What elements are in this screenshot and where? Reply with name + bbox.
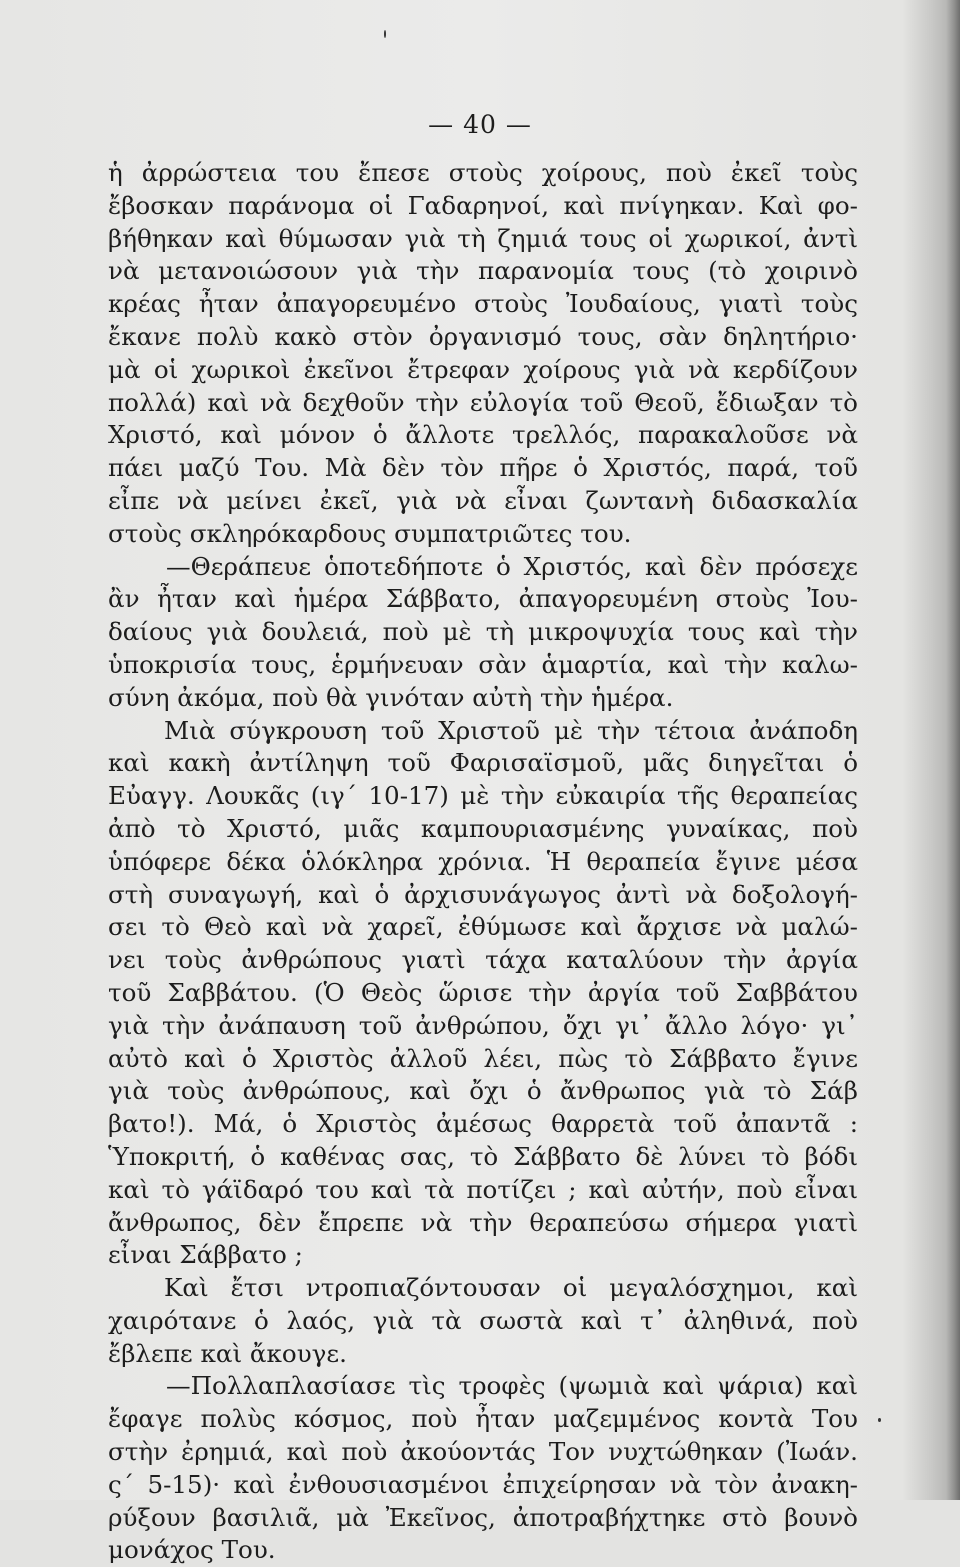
paper-speck — [878, 1418, 881, 1422]
text-line: βατο!). Μά, ὁ Χριστὸς ἀμέσως θαρρετὰ τοῦ ἀπαντᾶ : — [108, 1109, 858, 1139]
text-line: εἶναι Σάββατο ; — [108, 1240, 303, 1270]
text-line: δαίους γιὰ δουλειά, ποὺ μὲ τὴ μικροψυχία τους καὶ τὴν — [108, 617, 858, 647]
text-line: καὶ τὸ γάϊδαρό του καὶ τὰ ποτίζει ; καὶ αὐτήν, ποὺ εἶναι — [108, 1174, 858, 1204]
text-line: εἶπε νὰ μείνει ἐκεῖ, γιὰ νὰ εἶναι ζωντανὴ διδασκαλία — [108, 485, 858, 515]
paper-speck — [384, 30, 386, 38]
text-line: καὶ κακὴ ἀντίληψη τοῦ Φαρισαϊσμοῦ, μᾶς διηγεῖται ὁ — [108, 748, 858, 778]
text-line: ἔβοσκαν παράνομα οἱ Γαδαρηνοί, καὶ πνίγηκαν. Καὶ φο- — [108, 190, 858, 220]
text-line: Εὐαγγ. Λουκᾶς (ιγ΄ 10-17) μὲ τὴν εὐκαιρία τῆς θεραπείας — [108, 781, 858, 811]
text-line: ἔβλεπε καὶ ἄκουγε. — [108, 1338, 347, 1368]
text-line: Καὶ ἔτσι ντροπιαζόντουσαν οἱ μεγαλόσχημοι, καὶ — [164, 1273, 858, 1303]
text-line: ἡ ἀρρώστεια του ἔπεσε στοὺς χοίρους, ποὺ ἐκεῖ τοὺς — [108, 158, 858, 187]
text-line: γιὰ τοὺς ἀνθρώπους, καὶ ὄχι ὁ ἄνθρωπος γιὰ τὸ Σάβ — [108, 1076, 858, 1106]
text-line: κρέας ἦταν ἀπαγορευμένο στοὺς Ἰουδαίους, γιατὶ τοὺς — [108, 289, 858, 319]
page-spine-shadow — [946, 0, 960, 1500]
text-line: μὰ οἱ χωρικοὶ ἐκεῖνοι ἔτρεφαν χοίρους γιὰ νὰ κερδίζουν — [108, 354, 858, 384]
text-line: ἔκανε πολὺ κακὸ στὸν ὀργανισμό τους, σὰν δηλητήριο· — [108, 321, 858, 351]
text-line: Χριστό, καὶ μόνον ὁ ἄλλοτε τρελλός, παρακαλοῦσε νὰ — [108, 420, 858, 450]
text-line: πάει μαζύ Του. Μὰ δὲν τὸν πῆρε ὁ Χριστός, παρά, τοῦ — [108, 453, 858, 483]
text-line: μονάχος Του. — [108, 1535, 276, 1565]
text-line: ὑποκρισία τους, ἑρμήνευαν σὰν ἁμαρτία, καὶ τὴν καλω- — [108, 649, 858, 679]
text-line: σύνη ἀκόμα, ποὺ θὰ γινόταν αὐτὴ τὴν ἡμέρα. — [108, 682, 674, 712]
body-text — [108, 157, 858, 1567]
text-line: Ὑποκριτή, ὁ καθένας σας, τὸ Σάββατο δὲ λύνει τὸ βόδι — [108, 1141, 858, 1171]
text-line: πολλά) καὶ νὰ δεχθοῦν τὴν εὐλογία τοῦ Θεοῦ, ἔδιωξαν τὸ — [108, 387, 858, 417]
text-line: αὐτὸ καὶ ὁ Χριστὸς ἀλλοῦ λέει, πὼς τὸ Σάββατο ἔγινε — [108, 1043, 858, 1073]
text-line: ἄνθρωπος, δὲν ἔπρεπε νὰ τὴν θεραπεύσω σήμερα γιατὶ — [108, 1207, 858, 1237]
text-line: —Πολλαπλασίασε τὶς τροφὲς (ψωμιὰ καὶ ψάρια) καὶ — [166, 1371, 858, 1401]
text-line: χαιρότανε ὁ λαός, γιὰ τὰ σωστὰ καὶ τ᾽ ἀληθινά, ποὺ — [108, 1305, 858, 1335]
text-line: τοῦ Σαββάτου. (Ὁ Θεὸς ὥρισε τὴν ἀργία τοῦ Σαββάτου — [108, 977, 858, 1007]
page-number: — 40 — — [428, 110, 532, 139]
text-line: στοὺς σκληρόκαρδους συμπατριῶτες του. — [108, 518, 632, 548]
text-line: ς΄ 5-15)· καὶ ἐνθουσιασμένοι ἐπιχείρησαν νὰ τὸν ἀνακη- — [108, 1469, 858, 1499]
text-line: στὴν ἐρημιά, καὶ ποὺ ἀκούοντάς Τον νυχτώθηκαν (Ἰωάν. — [108, 1437, 858, 1467]
text-line: ρύξουν βασιλιᾶ, μὰ Ἐκεῖνος, ἀποτραβήχτηκε στὸ βουνὸ — [108, 1502, 858, 1532]
text-line: ἂν ἦταν καὶ ἡμέρα Σάββατο, ἀπαγορευμένη στοὺς Ἰου- — [108, 584, 858, 614]
text-line: —Θεράπευε ὁποτεδήποτε ὁ Χριστός, καὶ δὲν πρόσεχε — [166, 551, 858, 581]
text-line: Μιὰ σύγκρουση τοῦ Χριστοῦ μὲ τὴν τέτοια ἀνάποδη — [164, 715, 858, 745]
text-line: βήθηκαν καὶ θύμωσαν γιὰ τὴ ζημιά τους οἱ χωρικοί, ἀντὶ — [108, 223, 858, 253]
text-line: νὰ μετανοιώσουν γιὰ τὴν παρανομία τους (τὸ χοιρινὸ — [108, 256, 858, 286]
text-line: νει τοὺς ἀνθρώπους γιατὶ τάχα καταλύουν τὴν ἀργία — [108, 945, 858, 975]
text-line: σει τὸ Θεὸ καὶ νὰ χαρεῖ, ἐθύμωσε καὶ ἄρχισε νὰ μαλώ- — [108, 912, 858, 942]
text-line: ἔφαγε πολὺς κόσμος, ποὺ ἦταν μαζεμμένος κοντὰ Του — [108, 1404, 858, 1434]
text-line: ὑπόφερε δέκα ὁλόκληρα χρόνια. Ἡ θεραπεία ἔγινε μέσα — [108, 846, 858, 876]
text-line: ἀπὸ τὸ Χριστό, μιᾶς καμπουριασμένης γυναίκας, ποὺ — [108, 813, 858, 843]
text-line: γιὰ τὴν ἀνάπαυση τοῦ ἀνθρώπου, ὄχι γι᾽ ἄλλο λόγο· γι᾽ — [108, 1010, 858, 1040]
text-line: στὴ συναγωγή, καὶ ὁ ἀρχισυνάγωγος ἀντὶ νὰ δοξολογή- — [108, 879, 858, 909]
